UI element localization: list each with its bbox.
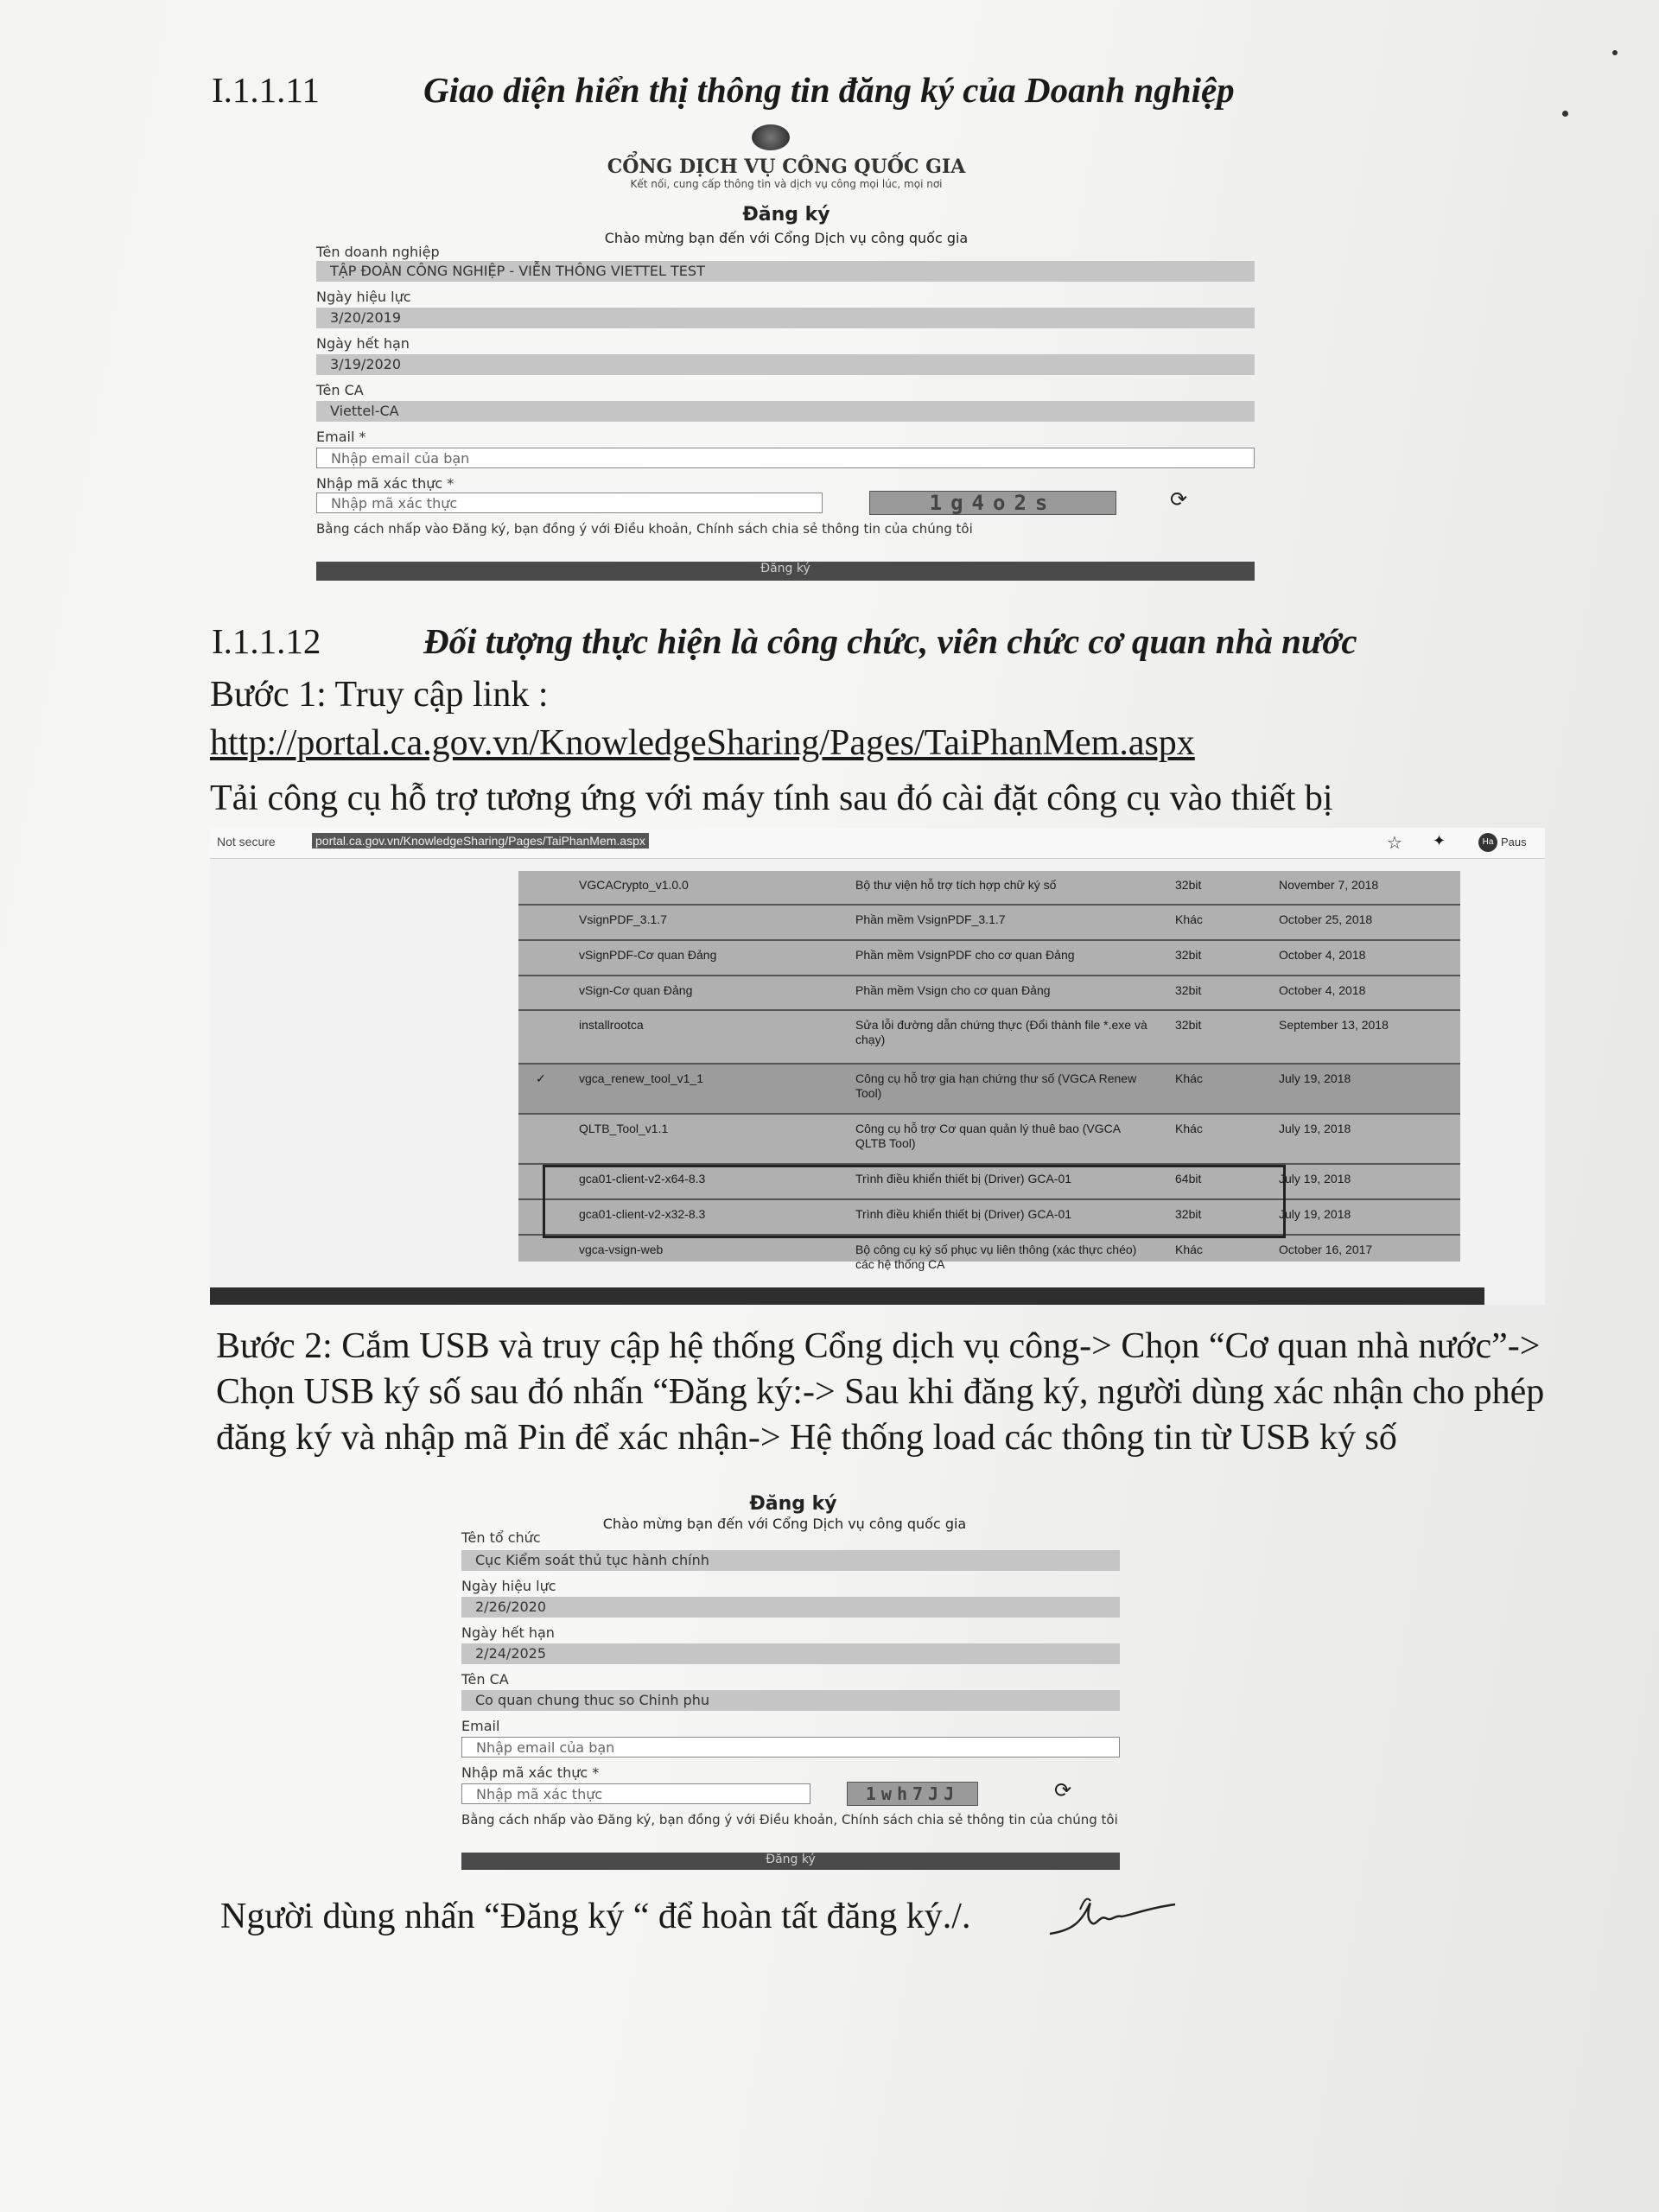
table-row [518, 976, 1460, 1011]
welcome-text: Chào mừng bạn đến với Cổng Dịch vụ công quốc gia [602, 1516, 967, 1532]
valid-to-field: 2/24/2025 [461, 1643, 1120, 1664]
file-name-link[interactable]: VsignPDF_3.1.7 [579, 912, 667, 926]
file-date: July 19, 2018 [1279, 1122, 1351, 1135]
org-field: TẬP ĐOÀN CÔNG NGHIỆP - VIỄN THÔNG VIETTEL TEST [316, 261, 1255, 282]
refresh-icon[interactable]: ⟳ [1054, 1778, 1072, 1802]
captcha-label: Nhập mã xác thực * [316, 475, 454, 492]
profile-avatar[interactable]: Ha [1478, 833, 1497, 852]
valid-from-label: Ngày hiệu lực [461, 1578, 556, 1594]
table-row [518, 871, 1460, 906]
file-type: Khác [1175, 1071, 1203, 1085]
file-type: 32bit [1175, 948, 1202, 962]
signature-mark [1046, 1889, 1184, 1941]
file-name-link[interactable]: gca01-client-v2-x32-8.3 [579, 1207, 706, 1221]
punch-mark [1562, 111, 1568, 117]
registration-form-agency [456, 1493, 1122, 1873]
file-type: 64bit [1175, 1172, 1202, 1185]
valid-from-label: Ngày hiệu lực [316, 289, 411, 305]
captcha-label: Nhập mã xác thực * [461, 1764, 600, 1781]
portal-link[interactable]: http://portal.ca.gov.vn/KnowledgeSharing/Pages/TaiPhanMem.aspx [210, 723, 1195, 763]
file-type: 32bit [1175, 1207, 1202, 1221]
terms-text: Bằng cách nhấp vào Đăng ký, bạn đồng ý với Điều khoản, Chính sách chia sẻ thông tin của chúng tôi [461, 1812, 1118, 1827]
file-date: October 4, 2018 [1279, 983, 1366, 997]
captcha-image: 1wh7JJ [847, 1782, 978, 1806]
table-row [518, 1236, 1460, 1277]
file-type: Khác [1175, 1243, 1203, 1256]
browser-screenshot [210, 828, 1545, 1305]
ca-field: Viettel-CA [316, 401, 1255, 422]
terms-text: Bằng cách nhấp vào Đăng ký, bạn đồng ý với Điều khoản, Chính sách chia sẻ thông tin của chúng tôi [316, 521, 973, 537]
section-title: Đối tượng thực hiện là công chức, viên chức cơ quan nhà nước [423, 621, 1357, 661]
table-row [518, 906, 1460, 941]
file-date: October 4, 2018 [1279, 948, 1366, 962]
portal-tagline: Kết nối, cung cấp thông tin và dịch vụ công mọi lúc, mọi nơi [630, 178, 943, 190]
file-name-link[interactable]: gca01-client-v2-x64-8.3 [579, 1172, 706, 1185]
section-number: I.1.1.11 [212, 70, 320, 110]
file-date: July 19, 2018 [1279, 1172, 1351, 1185]
url-field[interactable]: portal.ca.gov.vn/KnowledgeSharing/Pages/TaiPhanMem.aspx [312, 833, 649, 849]
email-input[interactable]: Nhập email của bạn [461, 1737, 1120, 1758]
highlight-box [543, 1165, 1286, 1238]
valid-from-field: 2/26/2020 [461, 1597, 1120, 1618]
captcha-image: 1g4o2s [869, 491, 1116, 515]
file-name-link[interactable]: vSignPDF-Cơ quan Đảng [579, 948, 717, 962]
email-input[interactable]: Nhập email của bạn [316, 448, 1255, 468]
file-type: 32bit [1175, 1018, 1202, 1032]
table-row [518, 1115, 1460, 1165]
valid-to-label: Ngày hết hạn [316, 335, 410, 352]
portal-name: CỔNG DỊCH VỤ CÔNG QUỐC GIA [607, 156, 966, 178]
registration-form-enterprise [311, 121, 1262, 588]
ca-label: Tên CA [316, 382, 364, 398]
file-date: October 16, 2017 [1279, 1243, 1373, 1256]
org-label: Tên doanh nghiệp [316, 244, 440, 260]
file-description: Phần mềm VsignPDF cho cơ quan Đảng [855, 948, 1075, 962]
not-secure-label: Not secure [217, 835, 276, 849]
file-date: September 13, 2018 [1279, 1018, 1389, 1032]
file-name-link[interactable]: vSign-Cơ quan Đảng [579, 983, 693, 997]
captcha-input[interactable]: Nhập mã xác thực [316, 493, 823, 513]
org-field: Cục Kiểm soát thủ tục hành chính [461, 1550, 1120, 1571]
table-row [518, 1065, 1460, 1115]
ca-label: Tên CA [461, 1671, 509, 1688]
file-name-link[interactable]: QLTB_Tool_v1.1 [579, 1122, 669, 1135]
checkmark-icon: ✓ [536, 1071, 546, 1085]
section-title: Giao diện hiển thị thông tin đăng ký của Doanh nghiệp [423, 70, 1235, 110]
bottom-bar [210, 1287, 1484, 1305]
extension-icon[interactable]: ✦ [1433, 832, 1446, 849]
paused-label: Paus [1501, 836, 1527, 849]
star-icon[interactable]: ☆ [1387, 834, 1402, 853]
form-heading: Đăng ký [742, 204, 830, 226]
address-bar [210, 828, 1545, 859]
file-description: Phần mềm Vsign cho cơ quan Đảng [855, 983, 1051, 997]
valid-to-field: 3/19/2020 [316, 354, 1255, 375]
form-heading: Đăng ký [749, 1493, 837, 1515]
file-name-link[interactable]: VGCACrypto_v1.0.0 [579, 878, 689, 892]
table-row [518, 941, 1460, 976]
org-label: Tên tổ chức [461, 1529, 541, 1546]
section-number: I.1.1.12 [212, 621, 321, 661]
file-type: Khác [1175, 1122, 1203, 1135]
table-row [518, 1011, 1460, 1065]
step2-text: Bước 2: Cắm USB và truy cập hệ thống Cổng dịch vụ công-> Chọn “Cơ quan nhà nước”-> Chọn USB ký số sau đó nhấn “Đăng ký:-> Sau khi đăng ký, người dùng xác nhận cho phép đăng ký và nhập mã Pin để xác nhận-> Hệ thống load các thông tin từ USB ký số [216, 1326, 1545, 1458]
register-button[interactable]: Đăng ký [316, 562, 1255, 581]
file-description: Bộ công cụ ký số phục vụ liên thông (xác thực chéo) các hệ thống CA [855, 1243, 1137, 1271]
file-date: July 19, 2018 [1279, 1207, 1351, 1221]
file-name-link[interactable]: vgca_renew_tool_v1_1 [579, 1071, 703, 1085]
file-name-link[interactable]: vgca-vsign-web [579, 1243, 664, 1256]
email-label: Email * [316, 429, 366, 445]
file-type: 32bit [1175, 983, 1202, 997]
step1-note: Tải công cụ hỗ trợ tương ứng với máy tính sau đó cài đặt công cụ vào thiết bị [210, 779, 1333, 818]
closing-text: Người dùng nhấn “Đăng ký “ để hoàn tất đăng ký./. [220, 1897, 971, 1936]
file-date: October 25, 2018 [1279, 912, 1373, 926]
register-button[interactable]: Đăng ký [461, 1853, 1120, 1870]
captcha-input[interactable]: Nhập mã xác thực [461, 1783, 810, 1804]
file-description: Bộ thư viện hỗ trợ tích hợp chữ ký số [855, 878, 1057, 892]
punch-mark [1612, 50, 1618, 55]
file-type: Khác [1175, 912, 1203, 926]
file-date: November 7, 2018 [1279, 878, 1379, 892]
valid-from-field: 3/20/2019 [316, 308, 1255, 328]
welcome-text: Chào mừng bạn đến với Cổng Dịch vụ công quốc gia [604, 230, 969, 246]
file-description: Công cụ hỗ trợ Cơ quan quản lý thuê bao (VGCA QLTB Tool) [855, 1122, 1121, 1150]
file-type: 32bit [1175, 878, 1202, 892]
section-12-heading [212, 620, 1357, 662]
valid-to-label: Ngày hết hạn [461, 1624, 555, 1641]
file-description: Phần mềm VsignPDF_3.1.7 [855, 912, 1006, 926]
file-description: Trình điều khiển thiết bị (Driver) GCA-01 [855, 1172, 1072, 1185]
file-description: Công cụ hỗ trợ gia hạn chứng thư số (VGCA Renew Tool) [855, 1071, 1137, 1100]
file-date: July 19, 2018 [1279, 1071, 1351, 1085]
ca-field: Co quan chung thuc so Chinh phu [461, 1690, 1120, 1711]
file-description: Trình điều khiển thiết bị (Driver) GCA-01 [855, 1207, 1072, 1221]
emblem-icon [752, 124, 790, 150]
file-description: Sửa lỗi đường dẫn chứng thực (Đổi thành file *.exe và chạy) [855, 1018, 1147, 1046]
file-name-link[interactable]: installrootca [579, 1018, 644, 1032]
refresh-icon[interactable]: ⟳ [1170, 487, 1188, 512]
section-11-heading [212, 69, 1235, 111]
step1-label: Bước 1: Truy cập link : [210, 675, 549, 715]
email-label: Email [461, 1718, 500, 1734]
